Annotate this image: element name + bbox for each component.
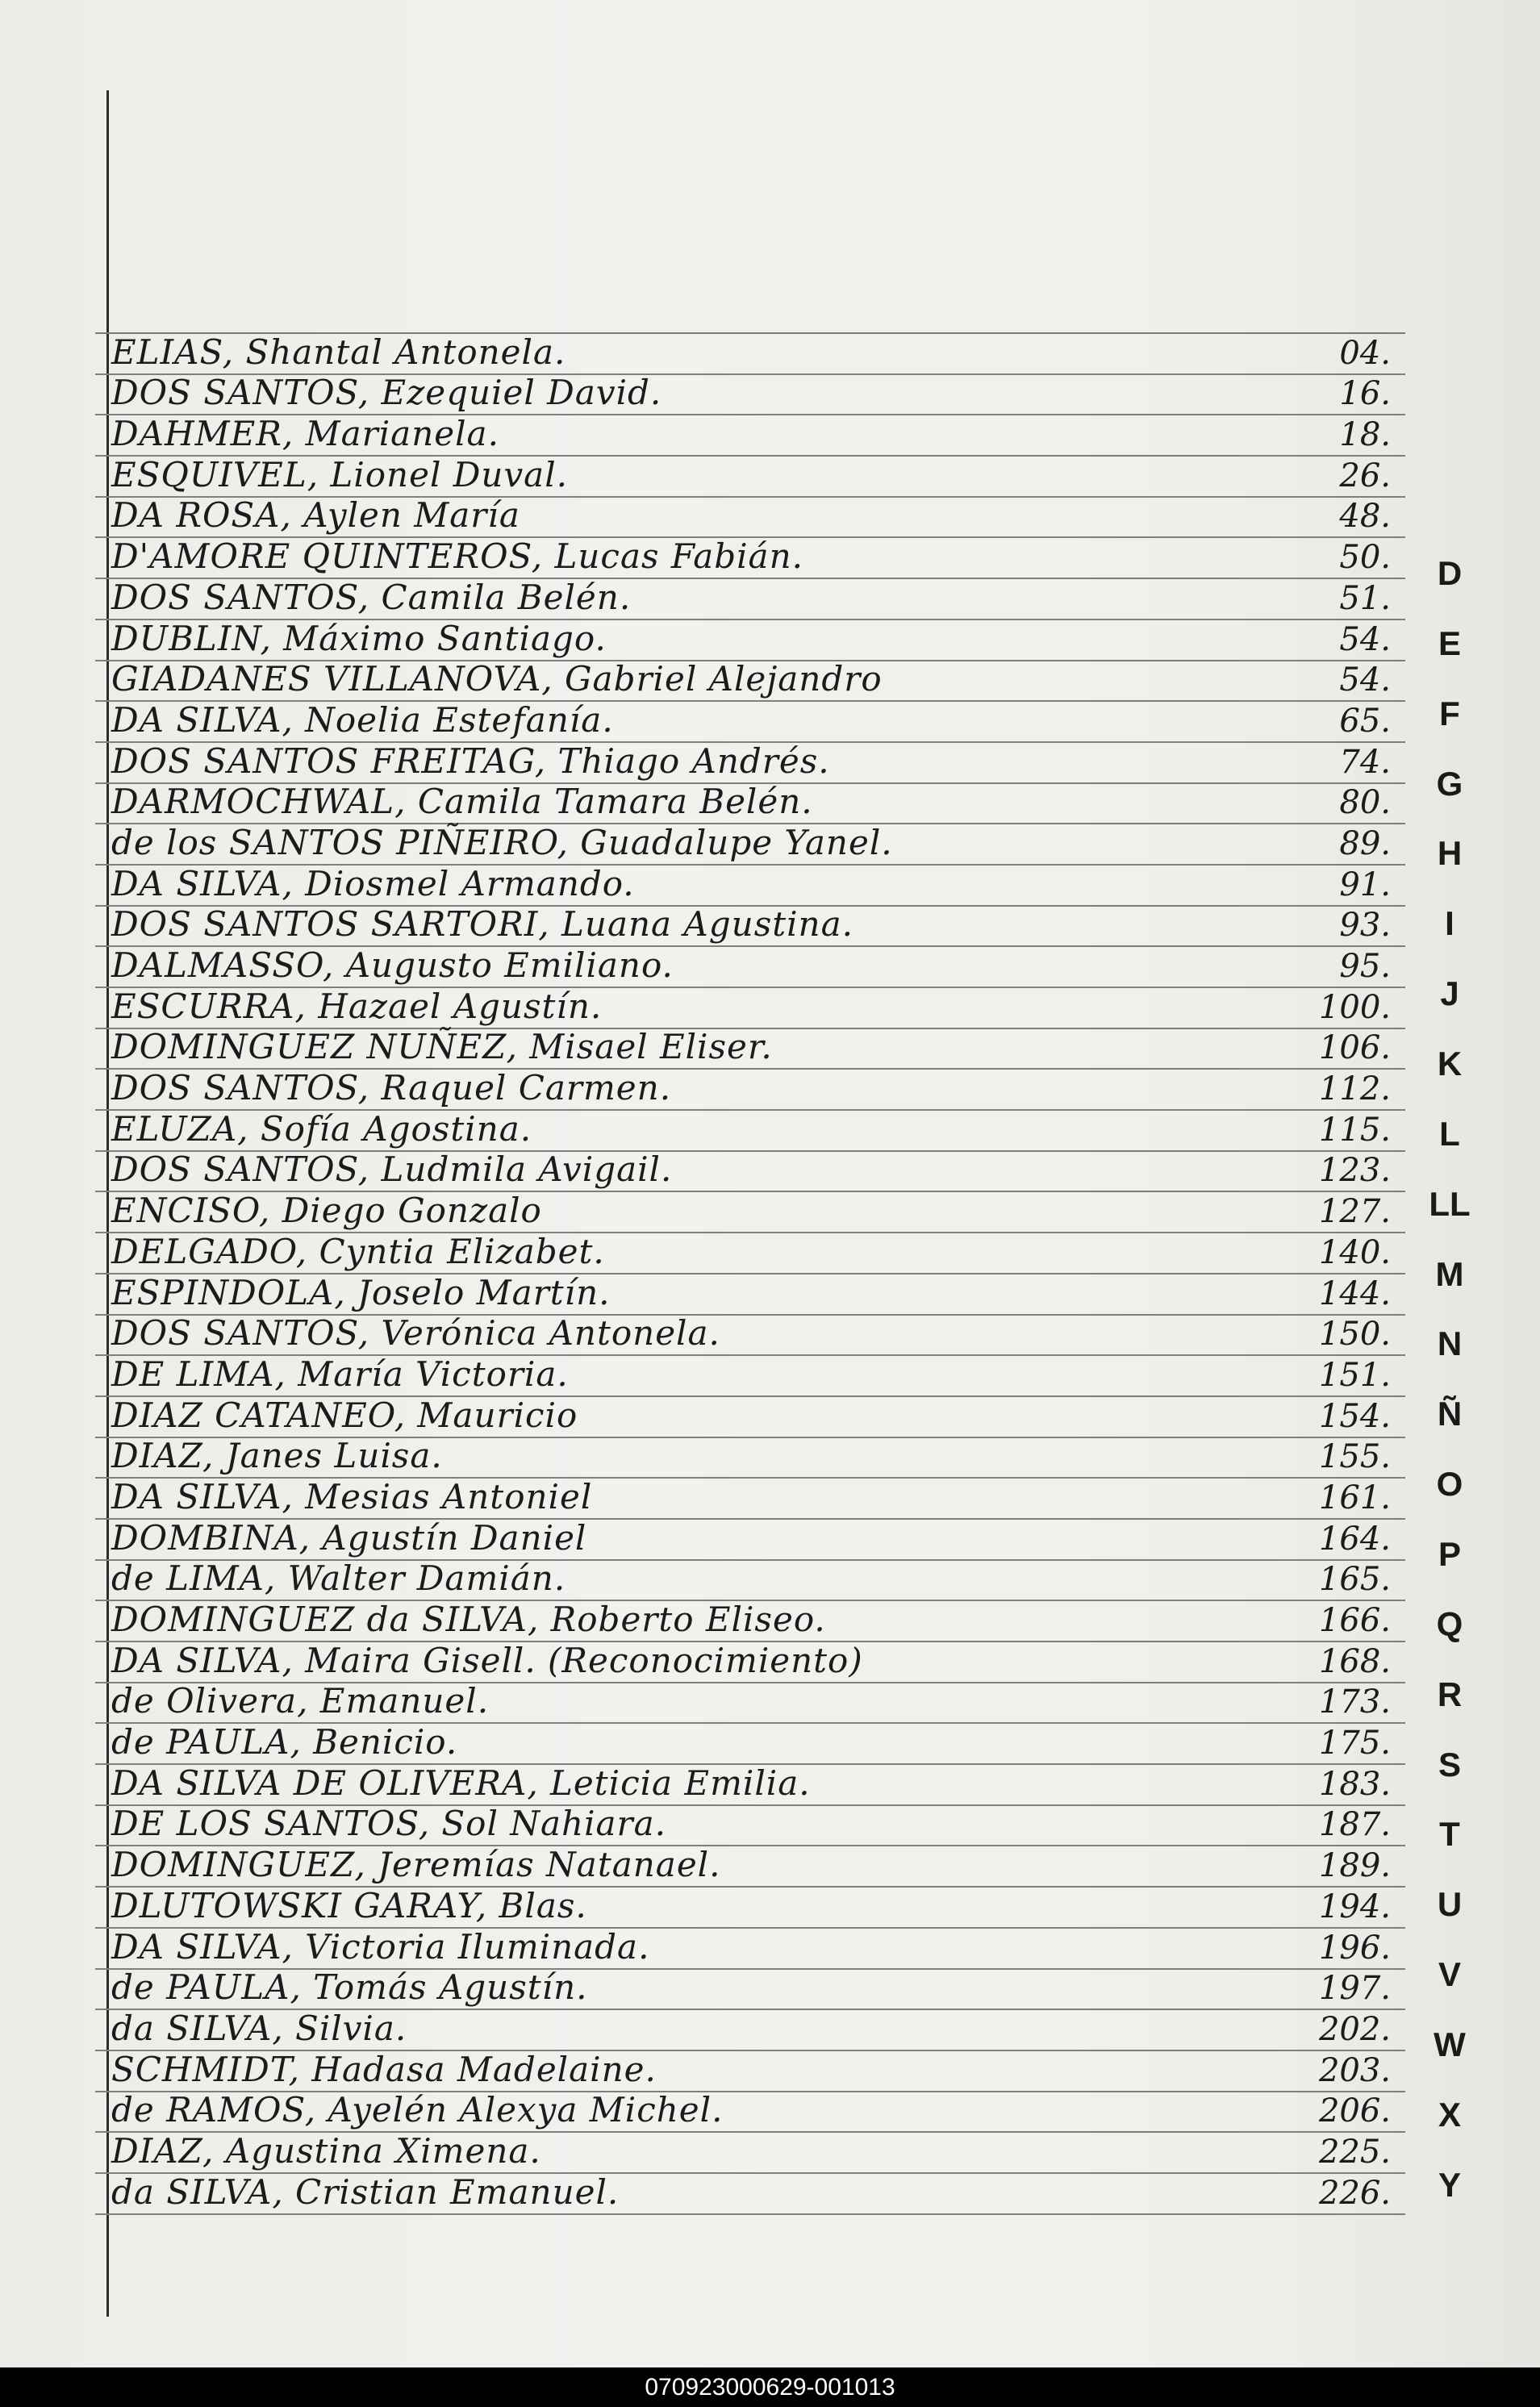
entry-name: de PAULA, Tomás Agustín. [111, 1967, 588, 2008]
entry-name: ELIAS, Shantal Antonela. [111, 332, 566, 372]
ledger-row [95, 1558, 1405, 1602]
index-tab-letter: LL [1429, 1184, 1471, 1223]
entry-name: DALMASSO, Augusto Emiliano. [111, 945, 674, 985]
entry-name: DOS SANTOS, Camila Belén. [111, 577, 632, 617]
index-tab-letter: Y [1438, 2165, 1461, 2204]
ledger-row [95, 2171, 1405, 2215]
entry-name: DOS SANTOS, Ludmila Avigail. [111, 1149, 673, 1190]
ledger-row [95, 988, 1405, 1029]
ledger-row [95, 620, 1405, 661]
ledger-row [95, 1313, 1405, 1357]
entry-folio: 187. [1318, 1806, 1391, 1844]
ledger-row [95, 784, 1405, 825]
entry-folio: 226. [1318, 2174, 1391, 2212]
entry-folio: 91. [1339, 866, 1391, 903]
ledger-row [95, 740, 1405, 784]
entry-folio: 123. [1318, 1152, 1391, 1190]
index-tab-letter: W [1434, 2025, 1466, 2064]
ledger-row [95, 495, 1405, 539]
entry-name: DLUTOWSKI GARAY, Blas. [111, 1885, 587, 1925]
entry-folio: 168. [1318, 1642, 1391, 1680]
entry-name: de los SANTOS PIÑEIRO, Guadalupe Yanel. [111, 822, 893, 862]
ledger-row [95, 1846, 1405, 1888]
ledger-row [95, 699, 1405, 743]
entry-folio: 106. [1318, 1029, 1391, 1067]
ledger-row [95, 947, 1405, 988]
index-tab-letter: S [1438, 1745, 1461, 1783]
entry-folio: 175. [1318, 1725, 1391, 1762]
ledger-row [95, 1601, 1405, 1642]
entry-folio: 165. [1318, 1561, 1391, 1599]
entry-name: DIAZ, Janes Luisa. [111, 1436, 443, 1476]
ledger-row [95, 1070, 1405, 1111]
index-tab-letter: M [1435, 1254, 1464, 1293]
entry-name: DOS SANTOS SARTORI, Luana Agustina. [111, 904, 853, 945]
entry-folio: 164. [1318, 1520, 1391, 1558]
ledger-row [95, 863, 1405, 907]
ledger-row [95, 1517, 1405, 1561]
ledger-row [95, 1029, 1405, 1070]
entry-name: DOMINGUEZ NUÑEZ, Misael Eliser. [111, 1027, 773, 1067]
ledger-row [95, 1476, 1405, 1520]
entry-folio: 166. [1318, 1602, 1391, 1639]
ledger-row [95, 1683, 1405, 1725]
entry-name: DOS SANTOS FREITAG, Thiago Andrés. [111, 740, 830, 781]
entry-name: SCHMIDT, Hadasa Madelaine. [111, 2049, 657, 2089]
entry-name: DARMOCHWAL, Camila Tamara Belén. [111, 782, 813, 822]
index-tab-letter: E [1438, 624, 1461, 662]
entry-name: de LIMA, Walter Damián. [111, 1558, 566, 1599]
entry-folio: 54. [1339, 661, 1391, 699]
ledger-row [95, 1642, 1405, 1683]
ledger-row [95, 1806, 1405, 1847]
entry-name: ESPINDOLA, Joselo Martín. [111, 1272, 611, 1312]
index-tab-letter: J [1440, 974, 1459, 1013]
index-tab-letter: O [1436, 1465, 1463, 1504]
entry-name: DOMINGUEZ da SILVA, Roberto Eliseo. [111, 1600, 826, 1639]
ledger-row [95, 1967, 1405, 2011]
ledger-row [95, 454, 1405, 498]
entry-name: DOS SANTOS, Ezequiel David. [111, 373, 662, 413]
entry-name: DA SILVA, Noelia Estefanía. [111, 699, 614, 740]
ledger-row [95, 1108, 1405, 1152]
entry-name: DIAZ, Agustina Ximena. [111, 2130, 541, 2171]
entry-name: DELGADO, Cyntia Elizabet. [111, 1231, 605, 1271]
ledger-row [95, 579, 1405, 620]
index-tab-letter: D [1437, 554, 1463, 592]
entry-folio: 26. [1339, 457, 1391, 494]
entry-name: de RAMOS, Ayelén Alexya Michel. [111, 2090, 724, 2130]
entry-name: DOMBINA, Agustín Daniel [111, 1517, 587, 1558]
entry-folio: 112. [1318, 1070, 1391, 1108]
ledger-row [95, 1192, 1405, 1233]
index-tab-letter: T [1439, 1815, 1460, 1854]
entry-folio: 140. [1318, 1233, 1391, 1271]
index-tab-letter: X [1438, 2095, 1461, 2134]
entry-name: DE LOS SANTOS, Sol Nahiara. [111, 1804, 667, 1844]
entry-folio: 155. [1318, 1438, 1391, 1476]
entry-name: ELUZA, Sofía Agostina. [111, 1108, 532, 1149]
entry-folio: 18. [1339, 416, 1391, 454]
index-tab-letter: R [1437, 1675, 1463, 1713]
entry-folio: 183. [1318, 1765, 1391, 1803]
entry-folio: 154. [1318, 1397, 1391, 1435]
ledger-row [95, 1885, 1405, 1929]
ledger-row [95, 1274, 1405, 1316]
entry-folio: 04. [1339, 334, 1391, 372]
entry-name: DA SILVA, Mesias Antoniel [111, 1476, 593, 1516]
entry-folio: 51. [1339, 579, 1391, 617]
ledger-row [95, 904, 1405, 948]
entry-folio: 197. [1318, 1970, 1391, 2008]
ledger-row [95, 2010, 1405, 2051]
entry-folio: 50. [1339, 539, 1391, 577]
entry-name: de PAULA, Benicio. [111, 1722, 458, 1762]
document-code: 070923000629-001013 [645, 2374, 895, 2401]
index-tab-letter: I [1445, 904, 1454, 943]
entry-name: DE LIMA, María Victoria. [111, 1354, 569, 1394]
entry-name: da SILVA, Silvia. [111, 2008, 407, 2048]
entry-folio: 225. [1318, 2133, 1391, 2171]
ledger-row [95, 1762, 1405, 1806]
entry-name: ESQUIVEL, Lionel Duval. [111, 454, 569, 494]
index-tab-letter: G [1436, 764, 1463, 803]
ledger-row [95, 538, 1405, 579]
entry-folio: 74. [1339, 743, 1391, 781]
ledger-row [95, 2130, 1405, 2174]
ledger-row [95, 1724, 1405, 1765]
entry-folio: 150. [1318, 1316, 1391, 1354]
entry-name: DA SILVA, Diosmel Armando. [111, 863, 635, 903]
index-tab-letter: U [1437, 1885, 1463, 1924]
ledger-row [95, 2092, 1405, 2134]
entry-name: DOS SANTOS, Verónica Antonela. [111, 1313, 720, 1354]
index-tab-letter: P [1438, 1535, 1461, 1574]
entry-folio: 151. [1318, 1356, 1391, 1394]
ledger-row [95, 1926, 1405, 1970]
entry-name: DOMINGUEZ, Jeremías Natanael. [111, 1845, 721, 1885]
ledger-row [95, 1356, 1405, 1397]
entry-folio: 203. [1318, 2051, 1391, 2089]
entry-folio: 173. [1318, 1683, 1391, 1721]
entry-folio: 65. [1339, 702, 1391, 740]
ledger-row [95, 415, 1405, 457]
ledger-row [95, 1149, 1405, 1193]
index-tab-letter: N [1437, 1324, 1463, 1363]
name-index-list [95, 332, 1405, 2215]
index-tab-letter: F [1439, 694, 1460, 732]
ledger-row [95, 334, 1405, 375]
entry-name: DA SILVA DE OLIVERA, Leticia Emilia. [111, 1762, 811, 1803]
entry-name: D'AMORE QUINTEROS, Lucas Fabián. [111, 536, 803, 577]
entry-folio: 100. [1318, 988, 1391, 1026]
entry-folio: 194. [1318, 1888, 1391, 1925]
entry-folio: 54. [1339, 620, 1391, 658]
entry-folio: 202. [1318, 2010, 1391, 2048]
index-tab-letter: H [1437, 834, 1463, 873]
ledger-row [95, 1233, 1405, 1274]
entry-folio: 161. [1318, 1479, 1391, 1516]
entry-folio: 16. [1339, 375, 1391, 413]
entry-folio: 189. [1318, 1847, 1391, 1885]
ledger-row [95, 2051, 1405, 2092]
entry-name: de Olivera, Emanuel. [111, 1681, 490, 1721]
index-tab-letter: K [1437, 1045, 1463, 1083]
entry-folio: 196. [1318, 1929, 1391, 1967]
ledger-row [95, 375, 1405, 416]
entry-name: DA SILVA, Maira Gisell. (Reconocimiento) [111, 1640, 863, 1680]
entry-folio: 115. [1318, 1111, 1391, 1149]
ledger-row [95, 824, 1405, 866]
index-tab-letter: Ñ [1437, 1395, 1463, 1433]
document-code-bar [0, 2367, 1540, 2407]
entry-name: DAHMER, Marianela. [111, 414, 499, 454]
entry-name: da SILVA, Cristian Emanuel. [111, 2171, 620, 2212]
entry-folio: 48. [1339, 498, 1391, 536]
entry-folio: 206. [1318, 2092, 1391, 2130]
ledger-row [95, 1397, 1405, 1438]
entry-name: ENCISO, Diego Gonzalo [111, 1191, 542, 1231]
entry-name: DIAZ CATANEO, Mauricio [111, 1395, 578, 1435]
entry-folio: 127. [1318, 1193, 1391, 1231]
entry-folio: 95. [1339, 948, 1391, 985]
entry-name: DOS SANTOS, Raquel Carmen. [111, 1068, 672, 1108]
entry-name: DA ROSA, Aylen María [111, 495, 520, 536]
ledger-row [95, 1438, 1405, 1479]
index-tab-letter: V [1438, 1955, 1461, 1994]
index-tab-letter: Q [1436, 1604, 1463, 1643]
entry-folio: 144. [1318, 1274, 1391, 1312]
entry-name: DUBLIN, Máximo Santiago. [111, 618, 607, 658]
entry-name: ESCURRA, Hazael Agustín. [111, 986, 603, 1026]
alphabet-index-tabs [1421, 554, 1478, 2204]
entry-name: GIADANES VILLANOVA, Gabriel Alejandro [111, 659, 883, 699]
entry-folio: 80. [1339, 784, 1391, 822]
ledger-row [95, 661, 1405, 703]
entry-folio: 89. [1339, 824, 1391, 862]
index-tab-letter: L [1439, 1114, 1460, 1153]
entry-folio: 93. [1339, 907, 1391, 945]
entry-name: DA SILVA, Victoria Iluminada. [111, 1926, 650, 1967]
